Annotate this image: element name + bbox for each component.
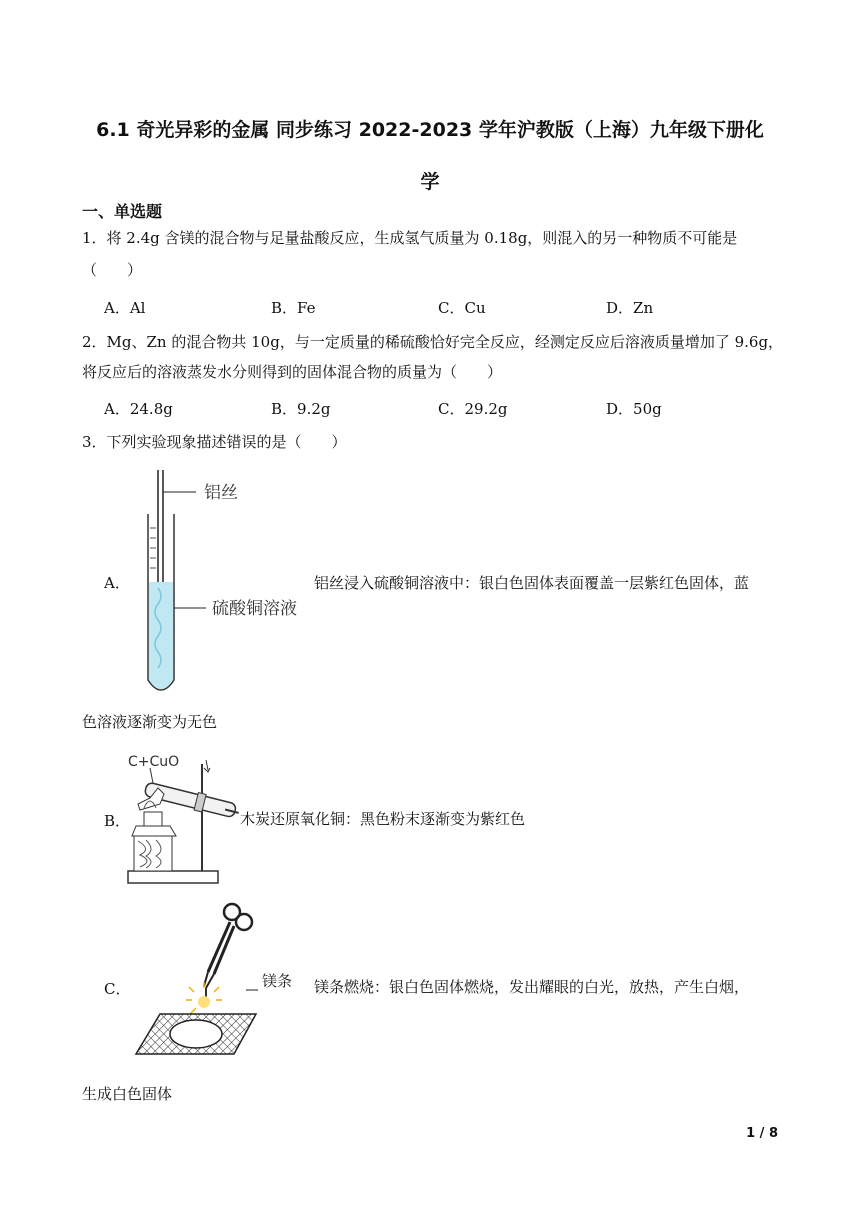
q2-option-c: C．29.2g [438, 400, 508, 418]
q3-option-c-continuation: 生成白色固体 [82, 1085, 173, 1103]
q3-option-b-text: 木炭还原氧化铜：黑色粉末逐渐变为紫红色 [240, 810, 526, 828]
section-heading: 一、单选题 [82, 202, 163, 221]
document-title [80, 104, 780, 208]
q2-stem-line2: 将反应后的溶液蒸发水分则得到的固体混合物的质量为（ ） [82, 363, 503, 381]
q1-option-c: C．Cu [438, 299, 486, 317]
q1-option-d: D．Zn [606, 299, 654, 317]
fig-label-wire: 铝丝 [204, 483, 238, 503]
page-number: 1 / 8 [746, 1126, 778, 1141]
q3-option-c-text: 镁条燃烧：银白色固体燃烧，发出耀眼的白光，放热，产生白烟， [314, 978, 750, 996]
q3-option-a-continuation: 色溶液逐渐变为无色 [82, 713, 218, 731]
q1-stem-line1: 1．将 2.4g 含镁的混合物与足量盐酸反应，生成氢气质量为 0.18g，则混入的另一种物质不可能是 [82, 229, 738, 247]
q2-option-a: A．24.8g [104, 400, 173, 418]
fig-label-solution: 硫酸铜溶液 [212, 599, 297, 619]
q3-stem: 3．下列实验现象描述错误的是（ ） [82, 433, 347, 451]
title-line-2: 学 [420, 171, 440, 193]
q1-option-b: B．Fe [271, 299, 316, 317]
q3-option-a-label: A． [104, 574, 130, 592]
q3-option-c-label: C． [104, 980, 131, 998]
fig-label-magnesium: 镁条 [262, 972, 293, 990]
fig-label-c-cuo: C+CuO [128, 754, 180, 770]
title-line-1: 6.1 奇光异彩的金属 同步练习 2022-2023 学年沪教版（上海）九年级下册化 [96, 119, 764, 141]
q3-option-b-label: B． [104, 812, 131, 830]
q3-option-a-text: 铝丝浸入硫酸铜溶液中：银白色固体表面覆盖一层紫红色固体，蓝 [314, 574, 750, 592]
q2-option-b: B．9.2g [271, 400, 331, 418]
reduction-apparatus-figure [126, 746, 240, 888]
q1-option-a: A．Al [104, 299, 146, 317]
test-tube-figure [128, 468, 318, 700]
magnesium-burning-figure [134, 902, 298, 1060]
q2-option-d: D．50g [606, 400, 662, 418]
q2-stem-line1: 2．Mg、Zn 的混合物共 10g，与一定质量的稀硫酸恰好完全反应，经测定反应后溶液质量增加了 9.6g， [82, 333, 784, 351]
q1-stem-line2: （ ） [82, 261, 143, 279]
